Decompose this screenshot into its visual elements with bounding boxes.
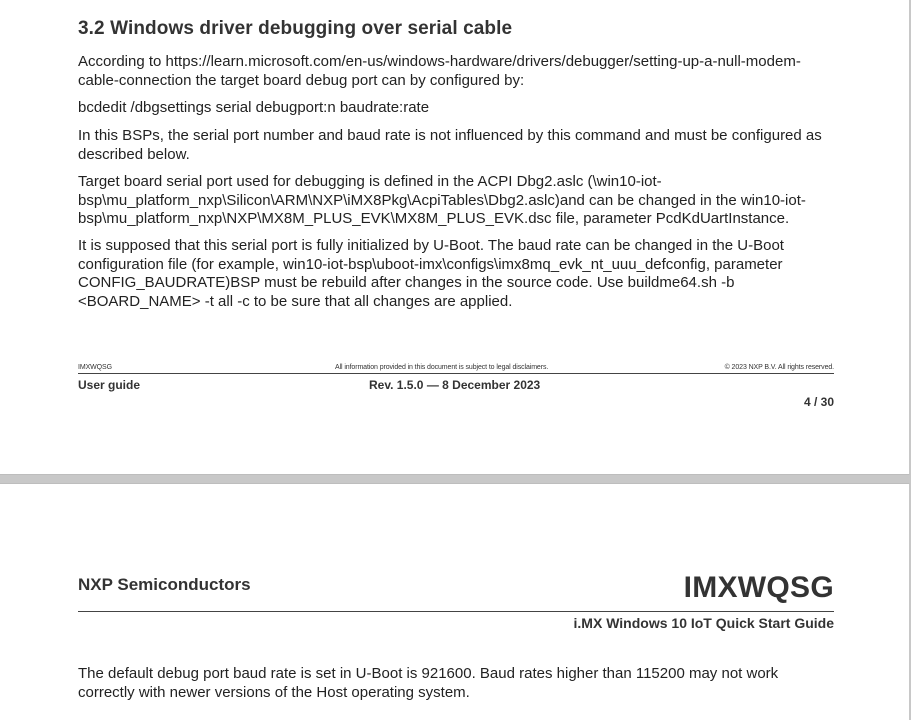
header-document-subtitle: i.MX Windows 10 IoT Quick Start Guide <box>573 615 834 631</box>
header-divider <box>78 611 834 612</box>
footer-copyright: © 2023 NXP B.V. All rights reserved. <box>724 364 834 371</box>
paragraph-command: bcdedit /dbgsettings serial debugport:n baudrate:rate <box>78 99 430 116</box>
paragraph-default-baudrate: The default debug port baud rate is set in U-Boot is 921600. Baud rates higher than 115200 may not work correctly with newer versions of the Host operating system. <box>78 665 779 701</box>
footer-divider <box>78 373 834 374</box>
paragraph-reference-link: According to https://learn.microsoft.com/en-us/windows-hardware/drivers/debugger/setting-up-a-null-modem-cable-connection the target board debug port can by configured by: <box>78 53 801 89</box>
footer-page-number: 4 / 30 <box>803 395 834 409</box>
footer-document-type: User guide <box>78 378 141 392</box>
section-heading: 3.2 Windows driver debugging over serial cable <box>78 18 513 39</box>
footer-document-id: IMXWQSG <box>78 364 112 371</box>
header-company-name: NXP Semiconductors <box>78 575 251 594</box>
paragraph-serial-port-definition: Target board serial port used for debugging is defined in the ACPI Dbg2.aslc (\win10-iot-bsp\mu_platform_nxp\Silicon\ARM\NXP\iMX8Pkg\AcpiTables\Dbg2.aslc)and can be changed in the win10-iot-bsp\mu_platform_nxp\NXP\MX8M_PLUS_EVK\MX8M_PLUS_EVK.dsc file, parameter PcdKdUartInstance. <box>78 173 806 227</box>
footer-revision: Rev. 1.5.0 — 8 December 2023 <box>369 378 541 392</box>
document-page-5 <box>0 483 910 720</box>
paragraph-bsp-note: In this BSPs, the serial port number and baud rate is not influenced by this command and must be configured as described below. <box>78 127 822 163</box>
footer-disclaimer: All information provided in this document is subject to legal disclaimers. <box>335 364 549 371</box>
header-document-id: IMXWQSG <box>683 571 834 604</box>
paragraph-uboot-baudrate: It is supposed that this serial port is fully initialized by U-Boot. The baud rate can be changed in the U-Boot configuration file (for example, win10-iot-bsp\uboot-imx\configs\imx8mq_evk_nt_uuu_defconfig, parameter CONFIG_BAUDRATE)BSP must be rebuild after changes in the source code. Use buildme64.sh -b <BOARD_NAME> -t all -c to be sure that all changes are applied. <box>78 237 784 310</box>
